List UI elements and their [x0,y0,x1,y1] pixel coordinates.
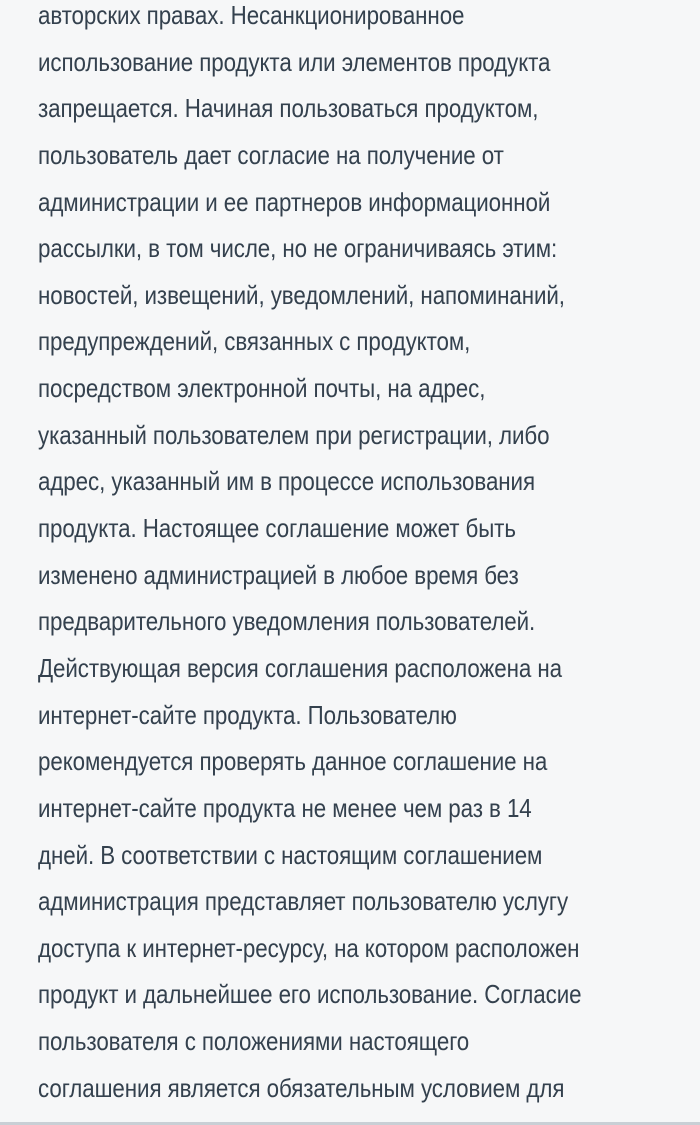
agreement-line: использование продукта или элементов продукта [38,46,551,77]
agreement-line: администрации и ее партнеров информационной [38,186,551,217]
agreement-line: дней. В соответствии с настоящим соглашением [38,839,543,870]
agreement-line: предупреждений, связанных с продуктом, [38,326,471,357]
agreement-line: пользователя с положениями настоящего [38,1026,470,1057]
agreement-line: запрещается. Начиная пользоваться продуктом, [38,93,539,124]
agreement-line: предварительного уведомления пользователей. [38,606,536,637]
agreement-line: авторских правах. Несанкционированное [38,0,465,30]
agreement-line: изменено администрацией в любое время без [38,559,519,590]
agreement-line: доступа к интернет-ресурсу, на котором расположен [38,932,580,963]
agreement-line: продукта. Настоящее соглашение может быть [38,513,516,544]
agreement-line: рассылки, в том числе, но не ограничиваясь этим: [38,233,558,264]
agreement-line: посредством электронной почты, на адрес, [38,373,486,404]
agreement-line: пользователь дает согласие на получение от [38,139,504,170]
agreement-line: интернет-сайте продукта не менее чем раз в 14 [38,792,532,823]
agreement-line: соглашения является обязательным условием для [38,1072,565,1103]
agreement-line: указанный пользователем при регистрации, либо [38,419,550,450]
agreement-text [38,0,688,1111]
agreement-line: Действующая версия соглашения расположена на [38,652,562,683]
agreement-line: новостей, извещений, уведомлений, напоминаний, [38,279,565,310]
agreement-line: рекомендуется проверять данное соглашение на [38,746,548,777]
agreement-line: адрес, указанный им в процессе использования [38,466,535,497]
agreement-line: продукт и дальнейшее его использование. Согласие [38,979,582,1010]
agreement-line: администрация представляет пользователю услугу [38,886,569,917]
agreement-line: интернет-сайте продукта. Пользователю [38,699,457,730]
